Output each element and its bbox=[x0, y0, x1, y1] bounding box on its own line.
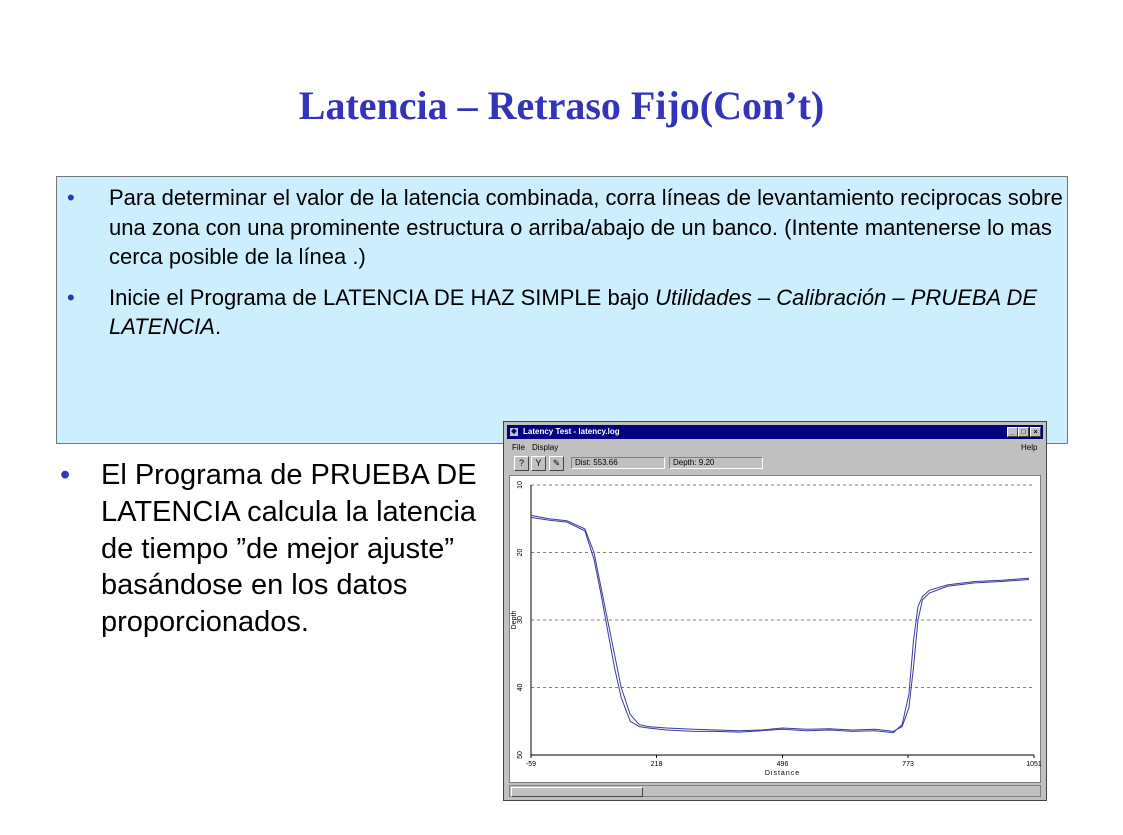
y-tick-label: 30 bbox=[517, 616, 524, 624]
bullet-text: Para determinar el valor de la latencia combinada, corra líneas de levantamiento reciprocas sobre una zona con una prominente estructura o arriba/abajo de un banco. (Intente mantenerse lo mas cerca posible de la línea .) bbox=[109, 185, 1063, 269]
bullet-item bbox=[64, 283, 1064, 342]
open-log-icon[interactable]: ? bbox=[514, 456, 529, 471]
latency-chart bbox=[510, 476, 1040, 782]
bullet-list bbox=[64, 183, 1064, 342]
menu-bar bbox=[507, 441, 1043, 454]
left-bullet-text: El Programa de PRUEBA DE LATENCIA calcula la latencia de tiempo ”de mejor ajuste” basándose en los datos proporcionados. bbox=[101, 459, 477, 639]
depth-series-line bbox=[531, 515, 1029, 731]
x-tick-label: 218 bbox=[650, 761, 663, 768]
filter-icon[interactable]: Y bbox=[531, 456, 546, 471]
menu-file[interactable]: File bbox=[512, 443, 525, 452]
y-tick-label: 40 bbox=[517, 683, 524, 692]
bullet-marker: • bbox=[67, 185, 75, 210]
menu-display[interactable]: Display bbox=[532, 443, 559, 452]
menu-help[interactable]: Help bbox=[1021, 443, 1038, 452]
scrollbar-thumb[interactable] bbox=[511, 787, 643, 797]
depth-series-line bbox=[531, 517, 1029, 732]
depth-plot bbox=[509, 475, 1041, 783]
minimize-button[interactable]: _ bbox=[1007, 427, 1018, 437]
maximize-button[interactable]: □ bbox=[1018, 427, 1029, 437]
toolbar bbox=[507, 455, 1043, 473]
y-axis-label: Depth bbox=[511, 610, 518, 630]
bullet-text: Inicie el Programa de LATENCIA DE HAZ SIMPLE bajo bbox=[109, 284, 656, 310]
x-axis-label: Distance bbox=[764, 770, 801, 777]
horizontal-scrollbar[interactable] bbox=[509, 785, 1041, 797]
bullet-text: – bbox=[751, 284, 777, 310]
depth-readout: Depth: 9.20 bbox=[669, 457, 763, 469]
bullet-marker: • bbox=[60, 459, 71, 491]
dist-readout: Dist: 553.66 bbox=[571, 457, 665, 469]
y-tick-label: 10 bbox=[517, 481, 524, 489]
x-tick-label: 496 bbox=[776, 761, 789, 768]
close-button[interactable]: × bbox=[1030, 427, 1041, 437]
x-tick-label: -59 bbox=[525, 761, 537, 768]
bullet-item bbox=[64, 183, 1064, 272]
y-tick-label: 50 bbox=[517, 751, 524, 759]
app-icon: ◆ bbox=[511, 428, 517, 435]
y-tick-label: 20 bbox=[517, 548, 524, 557]
bullet-emphasis: Utilidades bbox=[655, 284, 752, 310]
bullet-emphasis: Calibración – PRUEBA DE LATENCIA bbox=[109, 284, 1038, 339]
bullet-marker: • bbox=[67, 284, 75, 310]
x-tick-label: 1051 bbox=[1026, 761, 1042, 768]
bullet-text: . bbox=[214, 314, 222, 339]
window-titlebar bbox=[507, 425, 1043, 439]
window-title: Latency Test - latency.log bbox=[523, 427, 620, 436]
latency-test-window bbox=[503, 421, 1047, 801]
pencil-icon[interactable]: ✎ bbox=[549, 456, 564, 471]
slide-title: Latencia – Retraso Fijo(Con’t) bbox=[298, 83, 825, 128]
x-tick-label: 773 bbox=[902, 761, 914, 768]
